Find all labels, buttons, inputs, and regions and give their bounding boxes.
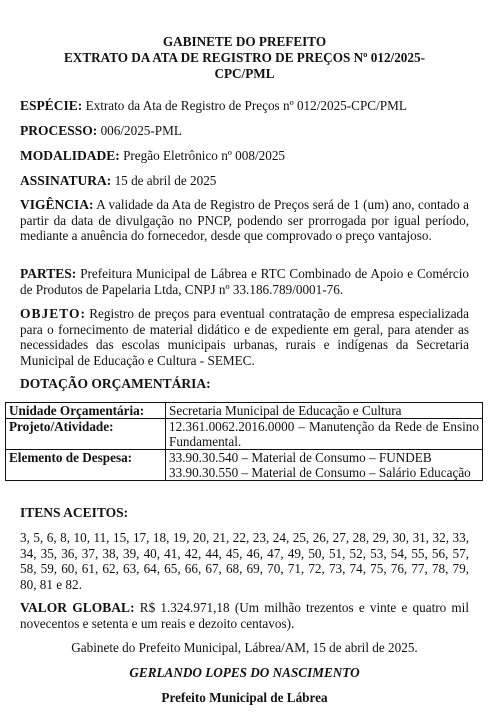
place-date: Gabinete do Prefeito Municipal, Lábrea/AM, 15 de abril de 2025.	[71, 640, 418, 655]
row-value: Secretaria Municipal de Educação e Cultura	[166, 403, 483, 419]
header-office: GABINETE DO PREFEITO	[162, 34, 327, 49]
vigencia-field: VIGÊNCIA: A validade da Ata de Registro de Preços será de 1 (um) ano, contado a partir da data de divulgação no PNCP, podendo ser prorrogada por igual período, mediante a anuência do fornecedor, desde que comprovado o preço vantajoso.	[20, 197, 469, 243]
row-value: 12.361.0062.2016.0000 – Manutenção da Rede de Ensino Fundamental.	[166, 419, 483, 450]
modalidade-label: MODALIDADE	[20, 148, 116, 163]
table-row	[6, 450, 483, 481]
modalidade-value: Pregão Eletrônico nº 008/2025	[123, 148, 286, 163]
signer-role: Prefeito Municipal de Lábrea	[161, 690, 328, 705]
signer-name: GERLANDO LOPES DO NASCIMENTO	[129, 665, 360, 680]
assinatura-field: ASSINATURA: 15 de abril de 2025	[20, 173, 217, 188]
document-header	[20, 34, 469, 82]
partes-value: Prefeitura Municipal de Lábrea e RTC Combinado de Apoio e Comércio de Produtos de Papelaria Ltda, CNPJ nº 33.186.789/0001-76.	[20, 266, 469, 297]
processo-label: PROCESSO	[20, 123, 93, 138]
itens-title: ITENS ACEITOS:	[20, 505, 129, 520]
vigencia-label: VIGÊNCIA	[20, 197, 90, 212]
especie-label: ESPÉCIE	[20, 98, 78, 113]
row-value	[166, 450, 483, 481]
row-value-line: 33.90.30.540 – Material de Consumo – FUNDEB	[169, 450, 432, 465]
modalidade-field: MODALIDADE: Pregão Eletrônico nº 008/2025	[20, 148, 286, 163]
header-title: EXTRATO DA ATA DE REGISTRO DE PREÇOS Nº 012/2025-	[64, 50, 425, 65]
objeto-label: OBJETO	[20, 306, 81, 321]
dotacao-title: DOTAÇÃO ORÇAMENTÁRIA:	[20, 376, 211, 391]
row-value-line: 33.90.30.550 – Material de Consumo – Salário Educação	[169, 465, 471, 480]
valor-value: R$ 1.324.971,18 (Um milhão trezentos e vinte e quatro mil novecentos e setenta e um reais e dezoito centavos).	[20, 600, 470, 631]
objeto-field: OBJETO: Registro de preços para eventual contratação de empresa especializada para o fornecimento de material didático e de expediente em geral, para atender as necessidades das escolas municipais urbanas, rurais e indígenas da Secretaria Municipal de Educação e Cultura - SEMEC.	[20, 306, 469, 368]
dotacao-table	[5, 402, 483, 481]
row-label: Projeto/Atividade:	[6, 419, 166, 450]
row-label: Unidade Orçamentária:	[6, 403, 166, 419]
especie-field: ESPÉCIE: Extrato da Ata de Registro de Preços nº 012/2025-CPC/PML	[20, 98, 407, 113]
table-row	[6, 403, 483, 419]
row-label: Elemento de Despesa:	[6, 450, 166, 481]
processo-field: PROCESSO: 006/2025-PML	[20, 123, 182, 138]
partes-field: PARTES: Prefeitura Municipal de Lábrea e RTC Combinado de Apoio e Comércio de Produtos de Papelaria Ltda, CNPJ nº 33.186.789/0001-76.	[20, 266, 469, 297]
header-title-suffix: CPC/PML	[214, 66, 275, 81]
processo-value: 006/2025-PML	[100, 123, 182, 138]
assinatura-label: ASSINATURA	[20, 173, 107, 188]
itens-list: 3, 5, 6, 8, 10, 11, 15, 17, 18, 19, 20, 21, 22, 23, 24, 25, 26, 27, 28, 29, 30, 31, 32, 33, 34, 35, 36, 37, 38, 39, 40, 41, 42, 44, 45, 46, 47, 49, 50, 51, 52, 53, 54, 55, 56, 57, 58, 59, 60, 61, 62, 63, 64, 65, 66, 67, 68, 69, 70, 71, 72, 73, 74, 75, 76, 77, 78, 79, 80, 81 e 82.	[20, 530, 469, 592]
partes-label: PARTES	[20, 266, 72, 281]
valor-field: VALOR GLOBAL: R$ 1.324.971,18 (Um milhão trezentos e vinte e quatro mil novecentos e setenta e um reais e dezoito centavos).	[20, 600, 470, 631]
valor-label: VALOR GLOBAL	[20, 600, 131, 615]
table-row	[6, 419, 483, 450]
document-page	[9, 34, 479, 705]
especie-value: Extrato da Ata de Registro de Preços nº 012/2025-CPC/PML	[85, 98, 407, 113]
vigencia-value: A validade da Ata de Registro de Preços será de 1 (um) ano, contado a partir da data de divulgação no PNCP, podendo ser prorrogada por igual período, mediante a anuência do fornecedor, desde que comprovado o preço vantajoso.	[20, 197, 469, 243]
objeto-value: Registro de preços para eventual contratação de empresa especializada para o fornecimento de material didático e de expediente em geral, para atender as necessidades das escolas municipais urbanas, rurais e indígenas da Secretaria Municipal de Educação e Cultura - SEMEC.	[20, 306, 469, 368]
assinatura-value: 15 de abril de 2025	[114, 173, 217, 188]
